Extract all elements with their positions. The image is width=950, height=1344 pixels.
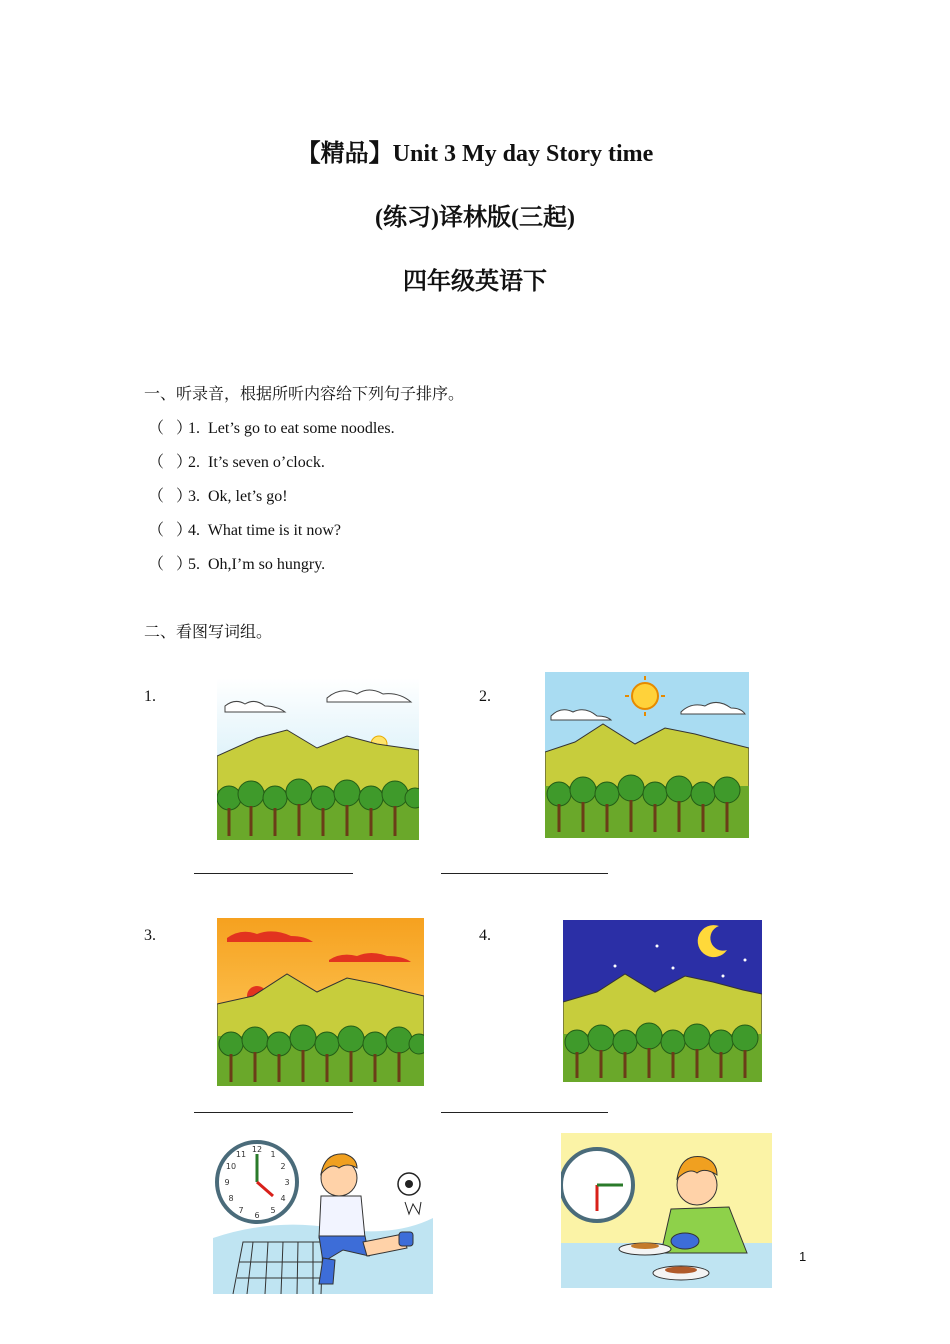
clock-numeral: 6 <box>254 1211 260 1220</box>
clock-numeral: 3 <box>284 1178 290 1187</box>
picture-number-1: 1. <box>144 688 156 705</box>
list-item <box>148 449 325 472</box>
picture-number-3: 3. <box>144 927 156 944</box>
evening-scene-picture <box>217 918 424 1086</box>
answer-line-3 <box>194 1112 353 1113</box>
clock-numeral: 8 <box>228 1194 234 1203</box>
clock-numeral: 5 <box>270 1206 276 1215</box>
answer-blank: （ ） <box>148 488 193 505</box>
clock-icon <box>217 1142 297 1222</box>
sentence-text: 5. Oh,I’m so hungry. <box>188 556 326 573</box>
sentence-text: 3. Ok, let’s go! <box>188 488 288 505</box>
title-line-3: 四年级英语下 <box>403 269 547 295</box>
boy-eating-picture <box>561 1133 772 1288</box>
answer-blank: （ ） <box>148 420 193 437</box>
picture-number-2: 2. <box>479 688 491 705</box>
noon-scene-picture <box>545 672 749 838</box>
night-scene-picture <box>563 920 762 1082</box>
clock-numeral: 9 <box>224 1178 230 1187</box>
clock-numeral: 12 <box>251 1145 263 1154</box>
clock-numeral: 10 <box>225 1162 237 1171</box>
clock-numeral: 4 <box>280 1194 286 1203</box>
sentence-text: 4. What time is it now? <box>188 522 342 539</box>
answer-line-2 <box>441 873 608 874</box>
clock-numeral: 2 <box>280 1162 286 1171</box>
list-item <box>148 483 288 506</box>
title-line-1: 【精品】Unit 3 My day Story time <box>296 141 654 167</box>
answer-blank: （ ） <box>148 522 193 539</box>
answer-blank: （ ） <box>148 556 193 573</box>
sentence-text: 1. Let’s go to eat some noodles. <box>188 420 395 437</box>
list-item <box>148 415 395 438</box>
title-line-2: (练习)译林版(三起) <box>375 205 575 231</box>
list-item <box>148 551 325 574</box>
clock-numeral: 7 <box>238 1206 244 1215</box>
sentence-text: 2. It’s seven o’clock. <box>188 454 325 471</box>
section-1-heading: 一、听录音，根据所听内容给下列句子排序。 <box>144 386 465 403</box>
clock-icon <box>561 1149 633 1221</box>
answer-line-4 <box>441 1112 608 1113</box>
morning-scene-picture <box>217 678 419 840</box>
section-2-heading: 二、看图写词组。 <box>144 624 273 641</box>
clock-numeral: 11 <box>235 1150 247 1159</box>
list-item <box>148 517 341 540</box>
answer-line-1 <box>194 873 353 874</box>
page-number: 1 <box>799 1249 807 1264</box>
answer-blank: （ ） <box>148 454 193 471</box>
clock-numeral: 1 <box>270 1150 276 1159</box>
picture-number-4: 4. <box>479 927 491 944</box>
boy-playing-football-picture <box>213 1138 433 1294</box>
